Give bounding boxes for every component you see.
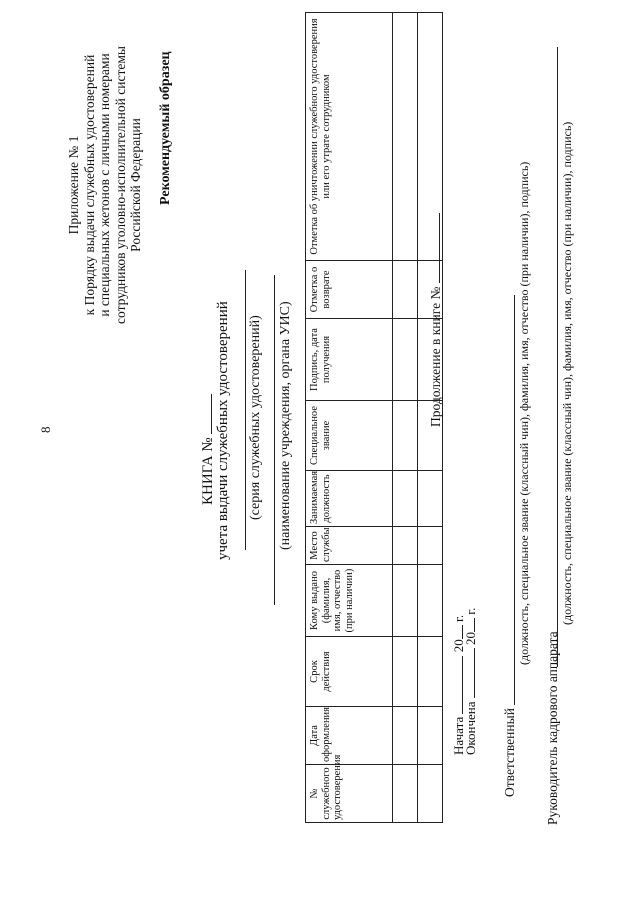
table-cell [393,261,418,319]
table-cell [393,637,418,707]
book-subtitle: учета выдачи служебных удостоверений [215,301,231,560]
org-caption: (наименование учреждения, органа УИС) [278,301,293,550]
century: 20 [451,639,466,653]
book-title-text: КНИГА № [200,437,216,505]
column-header: Занимаемая должность [306,471,393,527]
start-label: Начата [451,716,466,755]
responsible-label: Ответственный [502,708,517,797]
hr-head-line [557,47,558,667]
org-line [274,275,275,605]
column-header: Отметка об уничтожении служебного удостоверения или его утрате сотрудником [306,13,393,261]
table-cell [393,707,418,765]
end-year-line [460,618,475,632]
continuation-line [425,213,440,283]
series-line [245,270,246,550]
page-number: 8 [38,426,53,433]
table-cell [393,319,418,401]
century: 20 [463,631,478,645]
ledger-table [305,12,443,823]
end-label: Окончена [463,701,478,755]
appendix-line: и специальных жетонов с личными номерами [97,53,112,317]
column-header: Дата оформления [306,707,393,765]
appendix-line: к Порядку выдачи служебных удостоверений [81,54,97,316]
column-header: Кому выдано (фамилия, имя, отчество (при наличии) [306,565,393,637]
table-row [393,13,418,823]
year-suffix: г. [451,614,466,623]
table-cell [418,565,443,637]
column-header: Место службы [306,527,393,565]
year-suffix: г. [463,607,478,615]
table-cell [393,527,418,565]
table-cell [418,471,443,527]
hr-head-label: Руководитель кадрового аппарата [545,631,560,825]
appendix-line: Российской Федерации [128,118,143,252]
table-cell [393,13,418,261]
end-date [460,608,479,755]
column-header: Подпись, дата получения [306,319,393,401]
table-cell [418,527,443,565]
column-header: Специальное звание [306,401,393,471]
continuation-label: Продолжение в книге № [428,286,443,427]
book-title [197,394,217,505]
appendix-line: сотрудников уголовно-исполнительной системы [112,46,128,324]
table-cell [393,765,418,823]
hr-head-caption: (должность, специальное звание (классный чин), фамилия, имя, отчество (при наличии), подпись) [560,121,574,625]
table-cell [393,471,418,527]
table-cell [418,707,443,765]
end-day-line [460,648,475,698]
appendix-block [66,25,144,345]
book-number-line [197,394,212,434]
recommended-label: Рекомендуемый образец [158,51,173,205]
responsible-caption: (должность, специальное звание (классный чин), фамилия, имя, отчество (при наличии), подпись) [517,161,531,665]
table-cell [418,637,443,707]
column-header: Срок действия [306,637,393,707]
appendix-title: Приложение № 1 [66,135,81,235]
column-header: № служебного удостоверения [306,765,393,823]
continuation [425,213,444,427]
table-cell [393,401,418,471]
series-caption: (серия служебных удостоверений) [248,315,263,520]
table-cell [418,765,443,823]
table-cell [393,565,418,637]
responsible-line [514,295,515,705]
column-header: Отметка о возврате [306,261,393,319]
table-header-row [306,13,393,823]
